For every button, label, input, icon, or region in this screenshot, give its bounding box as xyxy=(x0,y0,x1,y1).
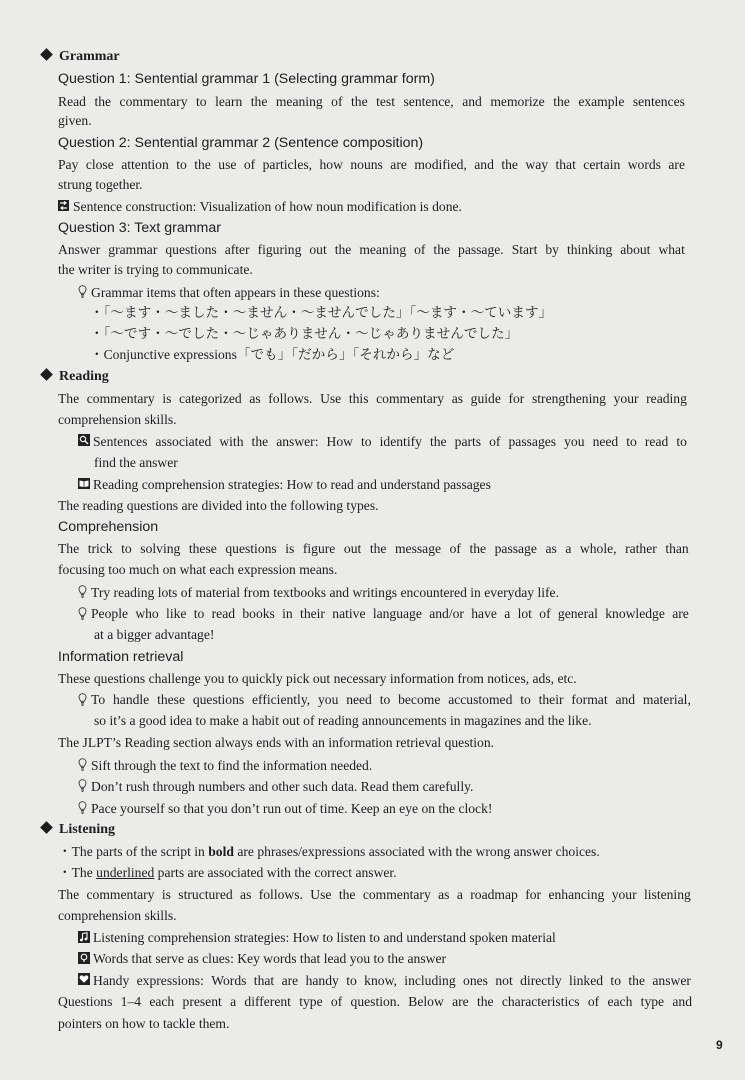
hint-lightbulb-icon xyxy=(78,285,87,299)
reading-intro-line-2: comprehension skills. xyxy=(58,412,177,427)
sentence-construction-line: Sentence construction: Visualization of how noun modification is done. xyxy=(58,198,462,216)
hint-lightbulb-icon xyxy=(78,801,87,815)
reading-types-intro: The reading questions are divided into the following types. xyxy=(58,498,379,513)
comprehension-tip-2: People who like to read books in their native language and/or have a lot of general knowledge are xyxy=(78,605,689,623)
sentences-associated-line-2: find the answer xyxy=(94,455,178,470)
listening-bold-note: ・The parts of the script in bold are phrases/expressions associated with the wrong answer choices. xyxy=(58,844,600,859)
sentences-associated-line: Sentences associated with the answer: How to identify the parts of passages you need to read to xyxy=(78,433,687,451)
hint-lightbulb-icon xyxy=(78,758,87,772)
section-heading-reading: Reading xyxy=(38,368,109,386)
comprehension-tip-2-line-2: at a bigger advantage! xyxy=(94,627,215,642)
hint-lightbulb-icon xyxy=(78,585,87,599)
diamond-bullet-icon xyxy=(40,48,53,61)
grammar-item: ・Conjunctive expressions「でも」「だから」「それから」など xyxy=(90,347,455,362)
information-tip: To handle these questions efficiently, you need to become accustomed to their format and material, xyxy=(78,691,691,709)
reading-tip-numbers: Don’t rush through numbers and other such data. Read them carefully. xyxy=(78,777,473,796)
grammar-items-intro: Grammar items that often appears in these questions: xyxy=(78,283,380,302)
comprehension-text-line-1: The trick to solving these questions is figure out the message of the passage as a whole, rather than xyxy=(58,541,689,556)
sentence-construction-icon xyxy=(58,200,69,212)
q2-text-line-1: Pay close attention to the use of particles, how nouns are modified, and the way that certain words are xyxy=(58,157,685,172)
question-1-title: Question 1: Sentential grammar 1 (Selecting grammar form) xyxy=(58,71,435,87)
music-note-icon xyxy=(78,931,89,943)
reading-tip-sift: Sift through the text to find the information needed. xyxy=(78,756,372,775)
reading-tip-pace: Pace yourself so that you don’t run out of time. Keep an eye on the clock! xyxy=(78,799,492,818)
hint-lightbulb-icon xyxy=(78,607,87,621)
open-book-icon xyxy=(78,478,89,490)
bold-keyword: bold xyxy=(208,844,234,859)
listening-questions-line-1: Questions 1–4 each present a different type of question. Below are the characteristics of each type and xyxy=(58,994,692,1009)
listening-strategies-line: Listening comprehension strategies: How to listen to and understand spoken material xyxy=(78,929,556,947)
section-heading-listening: Listening xyxy=(38,821,115,839)
jlpt-reading-note: The JLPT’s Reading section always ends with an information retrieval question. xyxy=(58,735,495,750)
underlined-keyword: underlined xyxy=(96,865,155,880)
comprehension-tip-1: Try reading lots of material from textbooks and writings encountered in everyday life. xyxy=(78,583,559,602)
diamond-bullet-icon xyxy=(40,821,53,834)
reading-strategies-line: Reading comprehension strategies: How to read and understand passages xyxy=(78,476,491,494)
q2-text-line-2: strung together. xyxy=(58,177,143,192)
comprehension-title: Comprehension xyxy=(58,519,159,535)
listening-questions-line-2: pointers on how to tackle them. xyxy=(58,1016,230,1031)
magnifier-document-icon xyxy=(78,434,89,446)
q3-text-line-1: Answer grammar questions after figuring out the meaning of the passage. Start by thinking about what xyxy=(58,242,685,257)
question-2-title: Question 2: Sentential grammar 2 (Sentence composition) xyxy=(58,135,424,151)
key-clue-icon xyxy=(78,952,89,964)
comprehension-text-line-2: focusing too much on what each expression means. xyxy=(58,562,338,577)
listening-intro-line-1: The commentary is structured as follows. Use the commentary as a roadmap for enhancing your listening xyxy=(58,887,691,902)
q1-text-line-1: Read the commentary to learn the meaning of the test sentence, and memorize the example sentences xyxy=(58,94,685,109)
section-heading-grammar: Grammar xyxy=(38,48,120,66)
grammar-item: ・「～です・～でした・～じゃありません・～じゃありませんでした」 xyxy=(90,326,519,341)
grammar-item: ・「～ます・～ました・～ません・～ませんでした」「～ます・～ています」 xyxy=(90,305,553,320)
page-number: 9 xyxy=(716,1038,723,1052)
q3-text-line-2: the writer is trying to communicate. xyxy=(58,262,253,277)
hint-lightbulb-icon xyxy=(78,779,87,793)
hint-lightbulb-icon xyxy=(78,693,87,707)
diamond-bullet-icon xyxy=(40,368,53,381)
listening-underline-note: ・The underlined parts are associated with the correct answer. xyxy=(58,865,397,880)
listening-clues-line: Words that serve as clues: Key words that lead you to the answer xyxy=(78,950,446,968)
heart-icon xyxy=(78,973,89,985)
reading-intro-line-1: The commentary is categorized as follows. Use this commentary as guide for strengthening your reading xyxy=(58,391,687,406)
question-3-title: Question 3: Text grammar xyxy=(58,220,221,236)
information-retrieval-title: Information retrieval xyxy=(58,649,184,665)
information-retrieval-text: These questions challenge you to quickly pick out necessary information from notices, ads, etc. xyxy=(58,671,577,686)
listening-intro-line-2: comprehension skills. xyxy=(58,908,177,923)
listening-handy-line: Handy expressions: Words that are handy to know, including ones not directly linked to the answer xyxy=(78,972,691,990)
information-tip-line-2: so it’s a good idea to make a habit out of reading announcements in magazines and the like. xyxy=(94,713,592,728)
q1-text-line-2: given. xyxy=(58,113,92,128)
